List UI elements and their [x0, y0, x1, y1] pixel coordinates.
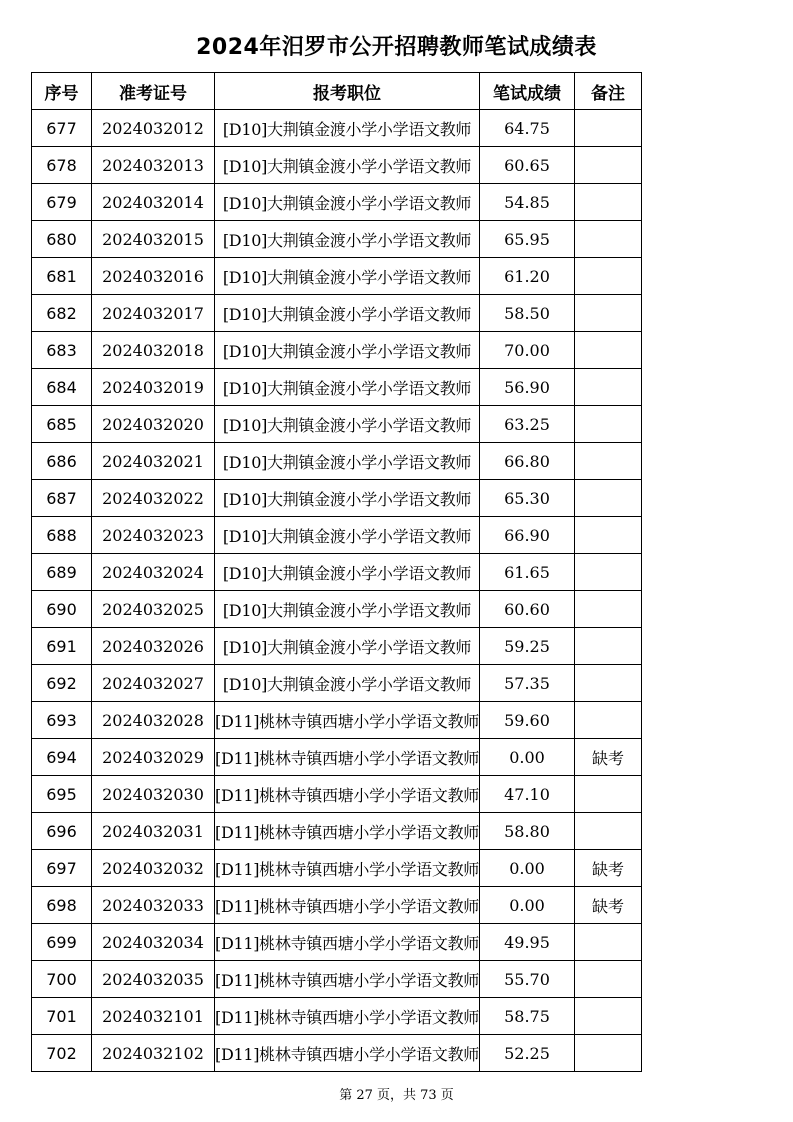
note-cell [575, 369, 642, 406]
score-cell: 65.95 [480, 221, 575, 258]
seq-cell: 681 [32, 258, 92, 295]
position-cell: [D11]桃林寺镇西塘小学小学语文教师 [215, 776, 480, 813]
seq-cell: 686 [32, 443, 92, 480]
exam-id-cell: 2024032024 [92, 554, 215, 591]
table-row [32, 554, 642, 591]
position-cell: [D10]大荆镇金渡小学小学语文教师 [215, 332, 480, 369]
score-cell: 70.00 [480, 332, 575, 369]
note-cell [575, 110, 642, 147]
note-cell [575, 776, 642, 813]
position-cell: [D11]桃林寺镇西塘小学小学语文教师 [215, 924, 480, 961]
score-cell: 56.90 [480, 369, 575, 406]
note-cell [575, 628, 642, 665]
score-table [31, 72, 642, 1072]
note-cell [575, 332, 642, 369]
score-cell: 59.25 [480, 628, 575, 665]
table-row [32, 961, 642, 998]
note-cell [575, 406, 642, 443]
position-cell: [D10]大荆镇金渡小学小学语文教师 [215, 184, 480, 221]
seq-cell: 677 [32, 110, 92, 147]
table-row [32, 628, 642, 665]
table-row [32, 221, 642, 258]
seq-cell: 700 [32, 961, 92, 998]
seq-cell: 699 [32, 924, 92, 961]
note-cell [575, 702, 642, 739]
note-cell [575, 147, 642, 184]
seq-cell: 693 [32, 702, 92, 739]
exam-id-cell: 2024032026 [92, 628, 215, 665]
exam-id-cell: 2024032014 [92, 184, 215, 221]
exam-id-cell: 2024032017 [92, 295, 215, 332]
position-cell: [D10]大荆镇金渡小学小学语文教师 [215, 369, 480, 406]
score-cell: 47.10 [480, 776, 575, 813]
position-cell: [D11]桃林寺镇西塘小学小学语文教师 [215, 702, 480, 739]
exam-id-cell: 2024032012 [92, 110, 215, 147]
note-cell [575, 443, 642, 480]
header-row [32, 73, 642, 110]
note-cell [575, 480, 642, 517]
table-row [32, 147, 642, 184]
position-cell: [D11]桃林寺镇西塘小学小学语文教师 [215, 998, 480, 1035]
position-cell: [D10]大荆镇金渡小学小学语文教师 [215, 443, 480, 480]
table-row [32, 850, 642, 887]
exam-id-cell: 2024032035 [92, 961, 215, 998]
table-row [32, 406, 642, 443]
exam-id-cell: 2024032102 [92, 1035, 215, 1072]
table-row [32, 924, 642, 961]
score-cell: 52.25 [480, 1035, 575, 1072]
seq-cell: 690 [32, 591, 92, 628]
table-row [32, 739, 642, 776]
seq-cell: 687 [32, 480, 92, 517]
exam-id-cell: 2024032031 [92, 813, 215, 850]
exam-id-cell: 2024032019 [92, 369, 215, 406]
position-cell: [D11]桃林寺镇西塘小学小学语文教师 [215, 739, 480, 776]
exam-id-cell: 2024032027 [92, 665, 215, 702]
note-cell [575, 517, 642, 554]
position-cell: [D10]大荆镇金渡小学小学语文教师 [215, 591, 480, 628]
score-cell: 60.60 [480, 591, 575, 628]
seq-cell: 683 [32, 332, 92, 369]
position-cell: [D10]大荆镇金渡小学小学语文教师 [215, 628, 480, 665]
position-cell: [D10]大荆镇金渡小学小学语文教师 [215, 295, 480, 332]
seq-cell: 688 [32, 517, 92, 554]
score-cell: 59.60 [480, 702, 575, 739]
note-cell [575, 554, 642, 591]
note-cell [575, 961, 642, 998]
score-cell: 64.75 [480, 110, 575, 147]
table-row [32, 258, 642, 295]
table-row [32, 702, 642, 739]
table-row [32, 443, 642, 480]
exam-id-cell: 2024032101 [92, 998, 215, 1035]
table-row [32, 591, 642, 628]
seq-cell: 696 [32, 813, 92, 850]
position-cell: [D10]大荆镇金渡小学小学语文教师 [215, 110, 480, 147]
position-cell: [D10]大荆镇金渡小学小学语文教师 [215, 406, 480, 443]
score-cell: 0.00 [480, 887, 575, 924]
seq-cell: 695 [32, 776, 92, 813]
table-row [32, 517, 642, 554]
table-row [32, 480, 642, 517]
table-row [32, 998, 642, 1035]
note-cell [575, 221, 642, 258]
seq-cell: 692 [32, 665, 92, 702]
seq-cell: 697 [32, 850, 92, 887]
seq-cell: 679 [32, 184, 92, 221]
position-cell: [D10]大荆镇金渡小学小学语文教师 [215, 554, 480, 591]
position-cell: [D10]大荆镇金渡小学小学语文教师 [215, 517, 480, 554]
note-cell [575, 998, 642, 1035]
exam-id-cell: 2024032023 [92, 517, 215, 554]
position-cell: [D11]桃林寺镇西塘小学小学语文教师 [215, 1035, 480, 1072]
note-cell [575, 591, 642, 628]
exam-id-cell: 2024032034 [92, 924, 215, 961]
table-row [32, 110, 642, 147]
column-header-note: 备注 [575, 73, 642, 110]
table-row [32, 369, 642, 406]
exam-id-cell: 2024032020 [92, 406, 215, 443]
seq-cell: 691 [32, 628, 92, 665]
position-cell: [D10]大荆镇金渡小学小学语文教师 [215, 221, 480, 258]
score-cell: 0.00 [480, 739, 575, 776]
score-cell: 66.90 [480, 517, 575, 554]
score-cell: 54.85 [480, 184, 575, 221]
score-cell: 63.25 [480, 406, 575, 443]
position-cell: [D10]大荆镇金渡小学小学语文教师 [215, 258, 480, 295]
table-row [32, 813, 642, 850]
seq-cell: 694 [32, 739, 92, 776]
score-cell: 61.65 [480, 554, 575, 591]
seq-cell: 680 [32, 221, 92, 258]
column-header-score: 笔试成绩 [480, 73, 575, 110]
seq-cell: 682 [32, 295, 92, 332]
exam-id-cell: 2024032030 [92, 776, 215, 813]
score-cell: 65.30 [480, 480, 575, 517]
exam-id-cell: 2024032028 [92, 702, 215, 739]
score-cell: 61.20 [480, 258, 575, 295]
position-cell: [D11]桃林寺镇西塘小学小学语文教师 [215, 887, 480, 924]
note-cell [575, 295, 642, 332]
page-title: 2024年汨罗市公开招聘教师笔试成绩表 [196, 35, 597, 60]
column-header-exam-id: 准考证号 [92, 73, 215, 110]
score-cell: 66.80 [480, 443, 575, 480]
seq-cell: 689 [32, 554, 92, 591]
score-cell: 49.95 [480, 924, 575, 961]
note-cell [575, 924, 642, 961]
seq-cell: 701 [32, 998, 92, 1035]
exam-id-cell: 2024032022 [92, 480, 215, 517]
exam-id-cell: 2024032015 [92, 221, 215, 258]
position-cell: [D11]桃林寺镇西塘小学小学语文教师 [215, 961, 480, 998]
note-cell [575, 1035, 642, 1072]
exam-id-cell: 2024032029 [92, 739, 215, 776]
seq-cell: 678 [32, 147, 92, 184]
page-footer: 第 27 页，共 73 页 [339, 1088, 454, 1103]
table-row [32, 887, 642, 924]
exam-id-cell: 2024032016 [92, 258, 215, 295]
table-row [32, 776, 642, 813]
table-row [32, 184, 642, 221]
note-cell: 缺考 [575, 850, 642, 887]
exam-id-cell: 2024032032 [92, 850, 215, 887]
seq-cell: 685 [32, 406, 92, 443]
exam-id-cell: 2024032013 [92, 147, 215, 184]
seq-cell: 702 [32, 1035, 92, 1072]
table-row [32, 1035, 642, 1072]
score-cell: 55.70 [480, 961, 575, 998]
position-cell: [D11]桃林寺镇西塘小学小学语文教师 [215, 813, 480, 850]
position-cell: [D11]桃林寺镇西塘小学小学语文教师 [215, 850, 480, 887]
table-row [32, 665, 642, 702]
note-cell [575, 665, 642, 702]
position-cell: [D10]大荆镇金渡小学小学语文教师 [215, 147, 480, 184]
column-header-position: 报考职位 [215, 73, 480, 110]
table-row [32, 295, 642, 332]
note-cell: 缺考 [575, 887, 642, 924]
score-cell: 58.75 [480, 998, 575, 1035]
exam-id-cell: 2024032025 [92, 591, 215, 628]
score-cell: 58.50 [480, 295, 575, 332]
column-header-seq: 序号 [32, 73, 92, 110]
score-cell: 57.35 [480, 665, 575, 702]
note-cell [575, 258, 642, 295]
exam-id-cell: 2024032018 [92, 332, 215, 369]
note-cell [575, 813, 642, 850]
note-cell [575, 184, 642, 221]
seq-cell: 684 [32, 369, 92, 406]
exam-id-cell: 2024032021 [92, 443, 215, 480]
score-cell: 58.80 [480, 813, 575, 850]
score-cell: 60.65 [480, 147, 575, 184]
exam-id-cell: 2024032033 [92, 887, 215, 924]
score-cell: 0.00 [480, 850, 575, 887]
note-cell: 缺考 [575, 739, 642, 776]
seq-cell: 698 [32, 887, 92, 924]
position-cell: [D10]大荆镇金渡小学小学语文教师 [215, 480, 480, 517]
position-cell: [D10]大荆镇金渡小学小学语文教师 [215, 665, 480, 702]
table-row [32, 332, 642, 369]
